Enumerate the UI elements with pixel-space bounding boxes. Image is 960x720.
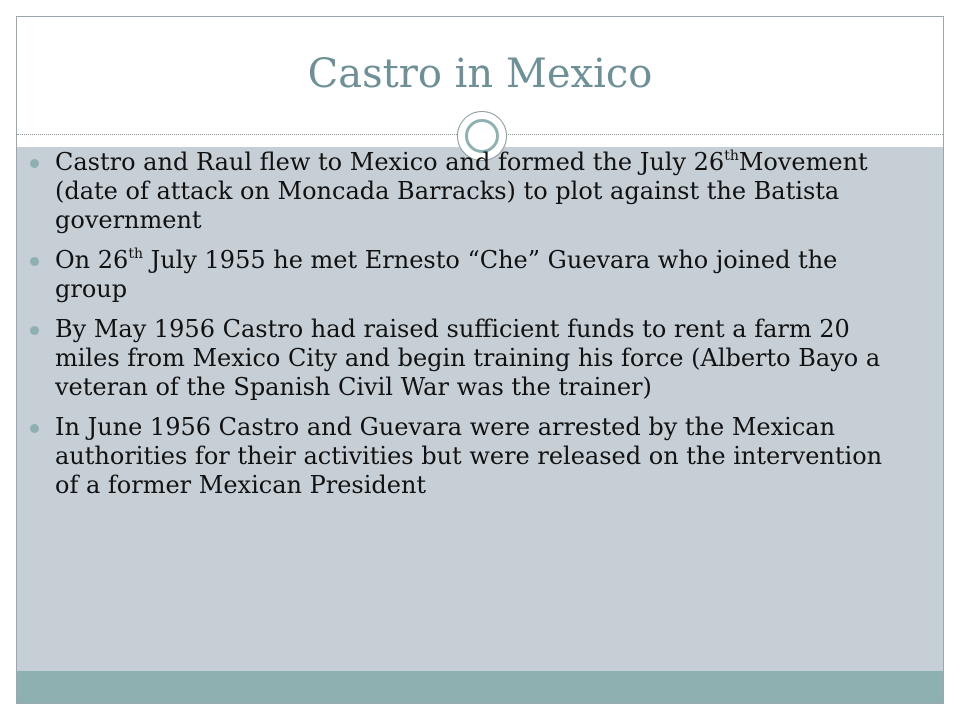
bullet-item [30,246,890,304]
bullet-superscript: th [724,148,739,164]
footer-bar [17,671,943,703]
bullet-dot-icon [30,159,39,168]
bullet-text: By May 1956 Castro had raised sufficient funds to rent a farm 20 miles from Mexico City and begin training his force (Alberto Bayo a veteran of the Spanish Civil War was the trainer) [55,315,881,401]
bullet-item [30,148,890,235]
bullet-dot-icon [30,326,39,335]
slide-title: Castro in Mexico [307,51,653,97]
bullet-item [30,413,890,500]
bullet-dot-icon [30,424,39,433]
bullet-text: Castro and Raul flew to Mexico and formed the July 26 [55,148,725,176]
bullet-text: Movement (date of attack on Moncada Barracks) to plot against the Batista government [55,148,868,234]
bullet-text: On 26 [55,246,129,274]
bullet-list [30,148,890,511]
bullet-text: July 1955 he met Ernesto “Che” Guevara who joined the group [55,246,838,303]
bullet-text: In June 1956 Castro and Guevara were arrested by the Mexican authorities for their activities but were released on the intervention of a former Mexican President [55,413,883,499]
bullet-item [30,315,890,402]
bullet-superscript: th [128,246,143,262]
bullet-dot-icon [30,257,39,266]
